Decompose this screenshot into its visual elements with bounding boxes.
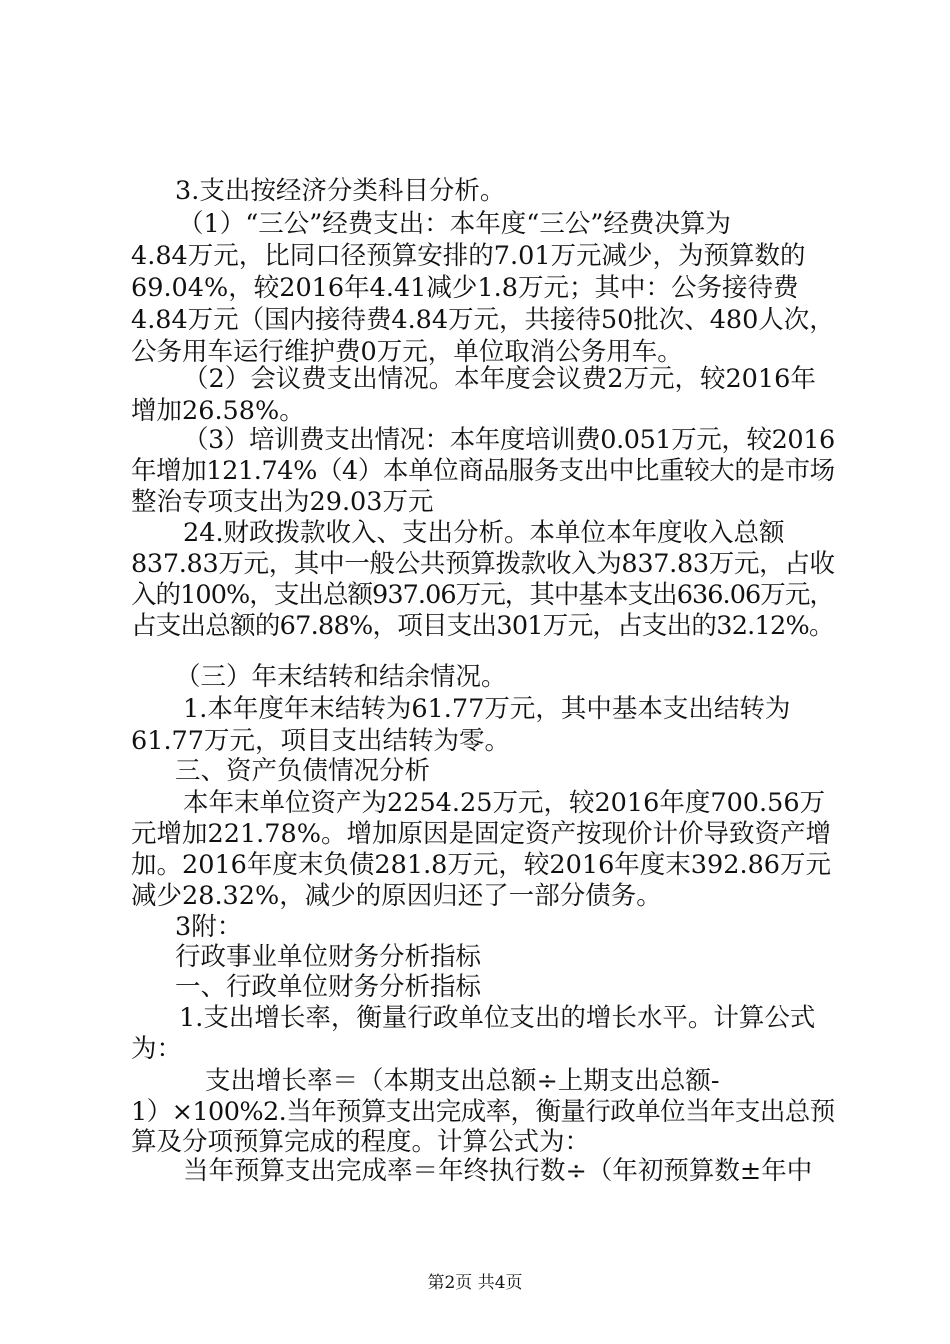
text-line: 69.04%，较2016年4.41减少1.8万元；其中：公务接待费 bbox=[131, 273, 799, 303]
text-line: 增加26.58%。 bbox=[131, 396, 305, 426]
text-line: 入的100%，支出总额937.06万元，其中基本支出636.06万元， bbox=[131, 580, 834, 610]
text-line: 为： bbox=[131, 1034, 183, 1064]
text-line: 1）×100%2.当年预算支出完成率，衡量行政单位当年支出总预 bbox=[131, 1097, 835, 1127]
text-line: （三）年末结转和结余情况。 bbox=[175, 662, 507, 692]
text-line: （2）会议费支出情况。本年度会议费2万元，较2016年 bbox=[183, 364, 816, 394]
text-line: （1）“三公”经费支出：本年度“三公”经费决算为 bbox=[178, 209, 731, 239]
text-line: 4.84万元（国内接待费4.84万元，共接待50批次、480人次， bbox=[131, 305, 835, 335]
text-line: 24.财政拨款收入、支出分析。本单位本年度收入总额 bbox=[183, 518, 785, 548]
text-line: 支出增长率＝（本期支出总额÷上期支出总额- bbox=[205, 1066, 720, 1096]
text-line: 占支出总额的67.88%，项目支出301万元，占支出的32.12%。 bbox=[131, 611, 834, 641]
text-line: 1.本年度年末结转为61.77万元，其中基本支出结转为 bbox=[183, 694, 791, 724]
text-line: 一、行政单位财务分析指标 bbox=[175, 972, 482, 1002]
text-line: 公务用车运行维护费0万元，单位取消公务用车。 bbox=[131, 337, 683, 367]
text-line: 加。2016年度末负债281.8万元，较2016年度末392.86万元 bbox=[131, 850, 832, 880]
text-line: 本年末单位资产为2254.25万元，较2016年度700.56万 bbox=[183, 788, 826, 818]
page-number-footer: 第2页 共4页 bbox=[427, 1273, 523, 1293]
text-line: 3附： bbox=[175, 912, 243, 942]
text-line: 整治专项支出为29.03万元 bbox=[131, 487, 434, 517]
text-line: （3）培训费支出情况：本年度培训费0.051万元，较2016 bbox=[183, 425, 835, 455]
text-line: 61.77万元，项目支出结转为零。 bbox=[131, 726, 511, 756]
text-line: 当年预算支出完成率＝年终执行数÷（年初预算数±年中 bbox=[183, 1156, 813, 1186]
text-line: 3.支出按经济分类科目分析。 bbox=[175, 176, 506, 206]
text-line: 年增加121.74%（4）本单位商品服务支出中比重较大的是市场 bbox=[131, 456, 835, 486]
text-line: 元增加221.78%。增加原因是固定资产按现价计价导致资产增 bbox=[131, 819, 831, 849]
text-line: 4.84万元，比同口径预算安排的7.01万元减少，为预算数的 bbox=[131, 241, 806, 271]
text-line: 1.支出增长率，衡量行政单位支出的增长水平。计算公式 bbox=[179, 1003, 816, 1033]
text-line: 减少28.32%，减少的原因归还了一部分债务。 bbox=[131, 881, 662, 911]
text-line: 三、资产负债情况分析 bbox=[175, 756, 431, 786]
text-line: 837.83万元，其中一般公共预算拨款收入为837.83万元，占收 bbox=[131, 549, 835, 579]
text-line: 行政事业单位财务分析指标 bbox=[175, 942, 482, 972]
text-line: 算及分项预算完成的程度。计算公式为： bbox=[131, 1127, 591, 1157]
